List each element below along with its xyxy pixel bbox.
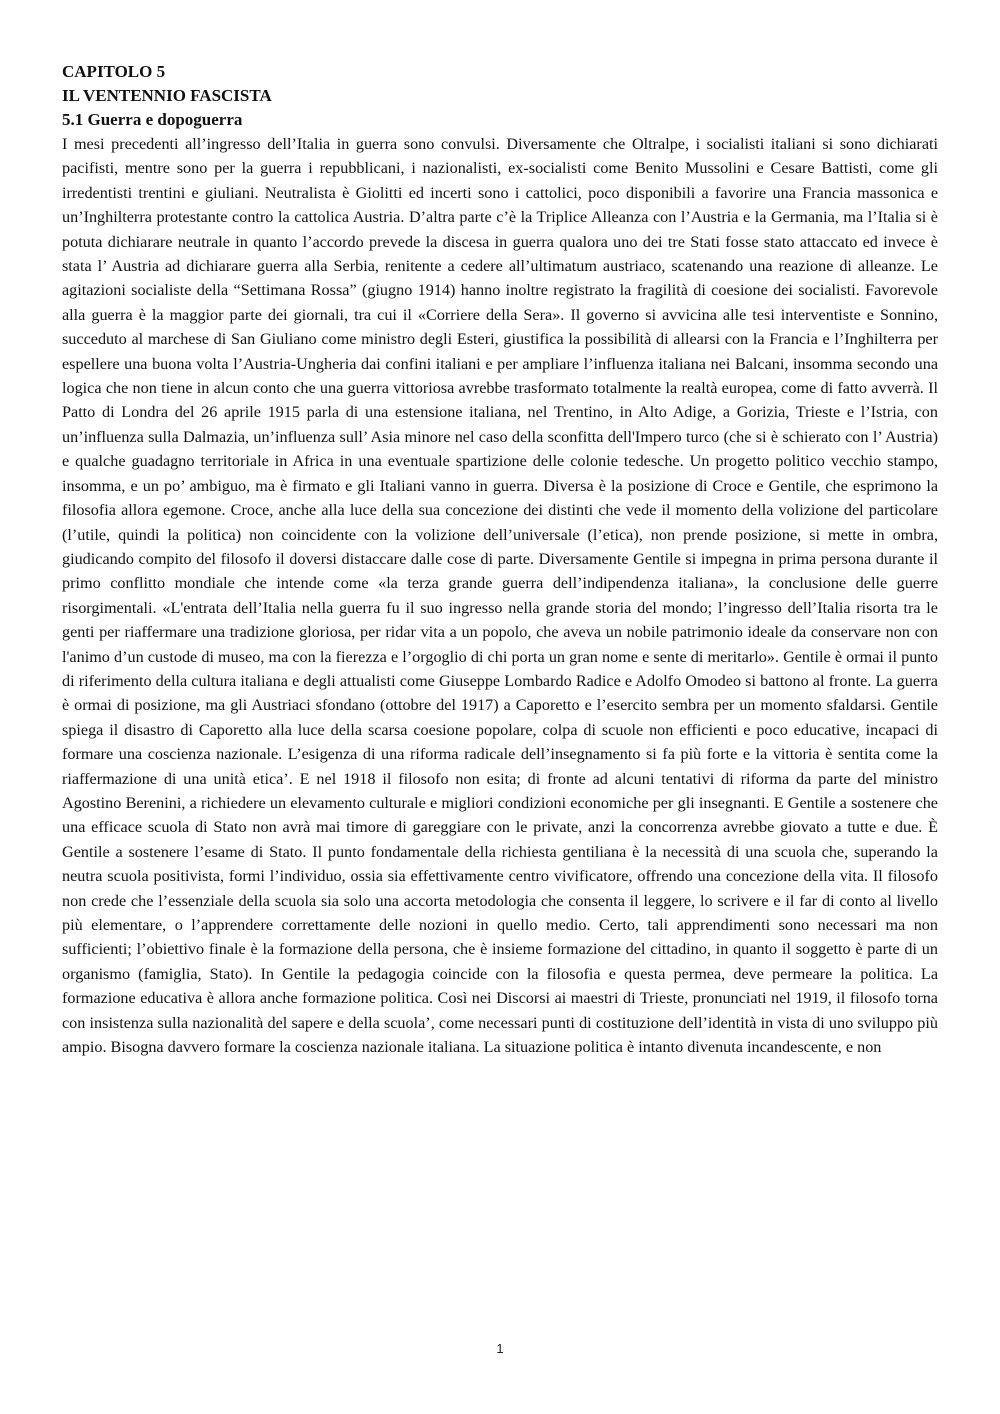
body-paragraph: I mesi precedenti all’ingresso dell’Italia in guerra sono convulsi. Diversamente che Oltralpe, i socialisti italiani si sono dichiarati pacifisti, mentre sono per la guerra i repubblicani, i nazionalisti, ex-socialisti come Benito Mussolini e Cesare Battisti, come gli irredentisti trentini e giuliani. Neutralista è Giolitti ed incerti sono i cattolici, poco disponibili a favorire una Francia massonica e un’Inghilterra protestante contro la cattolica Austria. D’altra parte c’è la Triplice Alleanza con l’Austria e la Germania, ma l’Italia si è potuta dichiarare neutrale in quanto l’accordo prevede la discesa in guerra qualora uno dei tre Stati fosse stato attaccato ed invece è stata l’ Austria ad dichiarare guerra alla Serbia, renitente a cedere all’ultimatum austriaco, scatenando una reazione di alleanze. Le agitazioni socialiste della “Settimana Rossa” (giugno 1914) hanno inoltre registrato la fragilità di coesione dei socialisti. Favorevole alla guerra è la maggior parte dei giornali, tra cui il «Corriere della Sera». Il governo si avvicina alle tesi interventiste e Sonnino, succeduto al marchese di San Giuliano come ministro degli Esteri, giustifica la possibilità di allearsi con la Francia e l’Inghilterra per espellere una buona volta l’Austria-Ungheria dai confini italiani e per ampliare l’influenza italiana nei Balcani, insomma secondo una logica che non tiene in alcun conto che una guerra vittoriosa avrebbe trasformato totalmente la realtà europea, come di fatto avverrà. Il Patto di Londra del 26 aprile 1915 parla di una estensione italiana, nel Trentino, in Alto Adige, a Gorizia, Trieste e l’Istria, con un’influenza sulla Dalmazia, un’influenza sull’ Asia minore nel caso della sconfitta dell'Impero turco (che si è schierato con l’ Austria) e qualche guadagno territoriale in Africa in una eventuale spartizione delle colonie tedesche. Un progetto politico vecchio stampo, insomma, e un po’ ambiguo, ma è firmato e gli Italiani vanno in guerra. Diversa è la posizione di Croce e Gentile, che esprimono la filosofia allora egemone. Croce, anche alla luce della sua concezione dei distinti che vede il momento della volizione del particolare (l’utile, quindi la politica) non coincidente con la volizione dell’universale (l’etica), non prende posizione, si mette in ombra, giudicando compito del filosofo il doversi distaccare dalle cose di parte. Diversamente Gentile si impegna in prima persona durante il primo conflitto mondiale che intende come «la terza grande guerra dell’indipendenza italiana», la conclusione delle guerre risorgimentali. «L'entrata dell’Italia nella guerra fu il suo ingresso nella grande storia del mondo; l’ingresso dell’Italia risorta tra le genti per riaffermare una tradizione gloriosa, per ridar vita a un popolo, che aveva un nobile patrimonio ideale da conservare non con l'animo d’un custode di museo, ma con la fierezza e l’orgoglio di chi porta un gran nome e sente di meritarlo». Gentile è ormai il punto di riferimento della cultura italiana e degli attualisti come Giuseppe Lombardo Radice e Adolfo Omodeo si battono al fronte. La guerra è ormai di posizione, ma gli Austriaci sfondano (ottobre del 1917) a Caporetto e l’esercito sembra per un momento sfaldarsi. Gentile spiega il disastro di Caporetto alla luce della scarsa coesione popolare, colpa di scuole non efficienti e poco educative, incapaci di formare una coscienza nazionale. L’esigenza di una riforma radicale dell’insegnamento si fa più forte e la vittoria è sentita come la riaffermazione di una unità etica’. E nel 1918 il filosofo non esita; di fronte ad alcuni tentativi di riforma da parte del ministro Agostino Berenini, a richiedere un elevamento culturale e migliori condizioni economiche per gli insegnanti. E Gentile a sostenere che una efficace scuola di Stato non avrà mai timore di gareggiare con le private, anzi la concorrenza avrebbe giovato a tutte e due. È Gentile a sostenere l’esame di Stato. Il punto fondamentale della richiesta gentiliana è la necessità di una scuola che, superando la neutra scuola positivista, formi l’individuo, ossia sia effettivamente centro vivificatore, offrendo una concezione della vita. Il filosofo non crede che l’essenziale della scuola sia solo una accorta metodologia che consenta il leggere, lo scrivere e il far di conto al livello più elementare, o l’apprendere correttamente delle nozioni in quello medio. Certo, tali apprendimenti sono necessari ma non sufficienti; l’obiettivo finale è la formazione della persona, che è insieme formazione del cittadino, in quanto il soggetto è parte di un organismo (famiglia, Stato). In Gentile la pedagogia coincide con la filosofia e questa permea, deve permeare la politica. La formazione educativa è allora anche formazione politica. Così nei Discorsi ai maestri di Trieste, pronunciati nel 1919, il filosofo torna con insistenza sulla nazionalità del sapere e della scuola’, come necessari punti di costituzione dell’identità in vista di uno sviluppo più ampio. Bisogna davvero formare la coscienza nazionale italiana. La situazione politica è intanto divenuta incandescente, e non	[62, 135, 938, 1057]
chapter-title: IL VENTENNIO FASCISTA	[62, 86, 272, 105]
chapter-label: CAPITOLO 5	[62, 62, 166, 81]
section-title: 5.1 Guerra e dopoguerra	[62, 110, 243, 129]
document-page	[62, 60, 938, 1059]
page-number: 1	[496, 1341, 504, 1356]
